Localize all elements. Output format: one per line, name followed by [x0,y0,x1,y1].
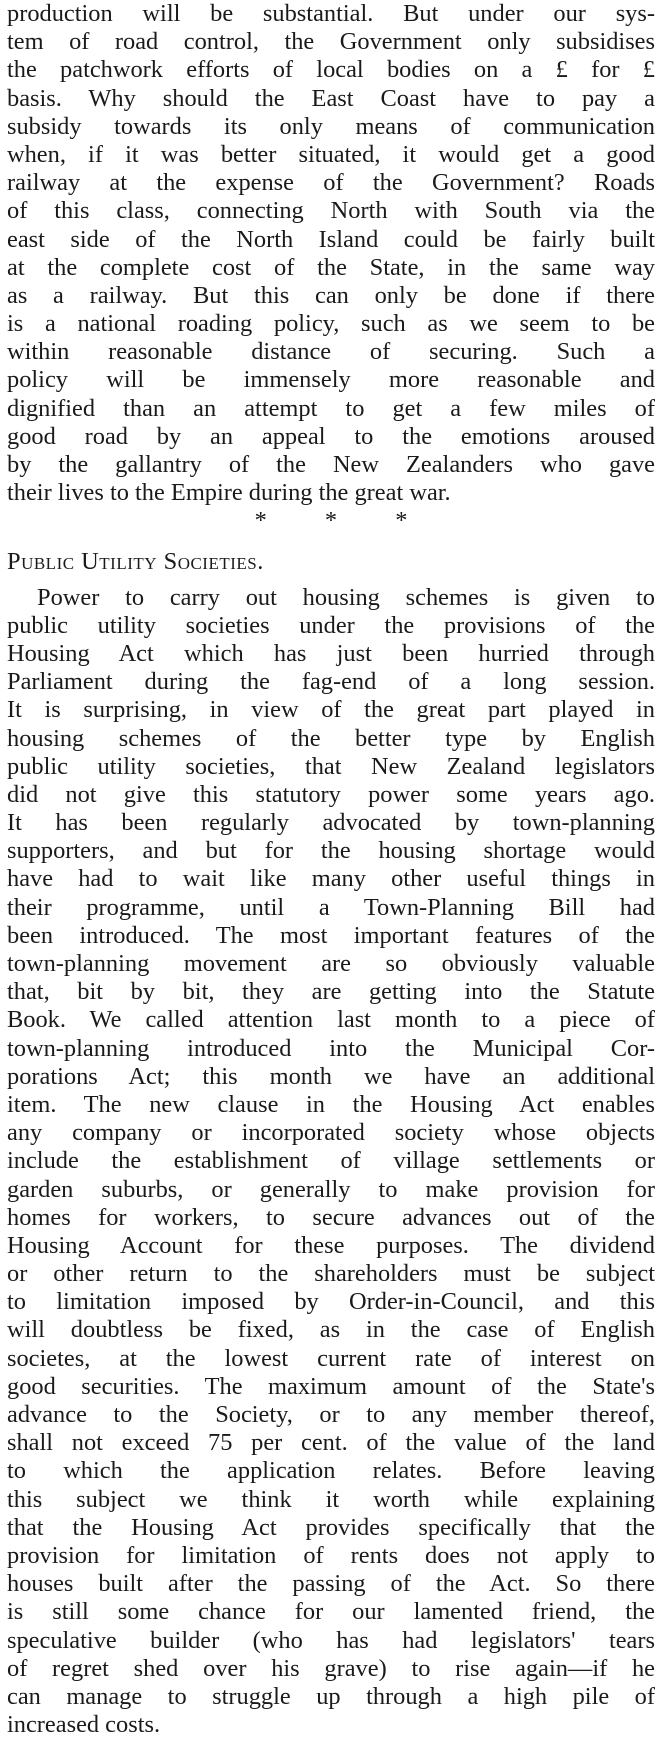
text-line: did not give this statutory power some years ago. [7,780,655,808]
text-line: advance to the Society, or to any member thereof, [7,1401,655,1428]
section-break-asterisk: * [324,507,338,535]
text-line: town-planning introduced into the Municipal Cor- [7,1034,655,1062]
text-line: any company or incorporated society whose objects [7,1119,655,1147]
text-line: the patchwork efforts of local bodies on a £ for £ [7,56,655,84]
text-line: housing schemes of the better type by English [7,724,655,752]
text-line: by the gallantry of the New Zealanders who gave [7,451,655,478]
text-line: It has been regularly advocated by town-planning [7,809,655,837]
text-line: societes, at the lowest current rate of interest on [7,1344,655,1372]
document-page [7,0,655,1739]
text-line: Housing Account for these purposes. The dividend [7,1231,655,1259]
text-line: is still some chance for our lamented friend, the [7,1598,655,1626]
text-line: is a national roading policy, such as we seem to be [7,310,655,338]
text-line: houses built after the passing of the Act. So there [7,1570,655,1598]
text-line: of regret shed over his grave) to rise again—if he [7,1654,655,1682]
text-line: subsidy towards its only means of communication [7,112,655,140]
text-line: public utility societies under the provisions of the [7,611,655,639]
text-line: good road by an appeal to the emotions aroused [7,422,655,450]
text-line: that, bit by bit, they are getting into the Statute [7,978,655,1006]
text-line: production will be substantial. But under our sys- [7,0,655,27]
text-line: increased costs. [7,1711,161,1739]
text-line: their lives to the Empire during the great war. [7,479,451,507]
text-line: or other return to the shareholders must be subject [7,1260,655,1288]
text-line: been introduced. The most important features of the [7,921,655,949]
text-line: Power to carry out housing schemes is given to [37,583,655,611]
text-line: have had to wait like many other useful things in [7,865,655,893]
text-line: that the Housing Act provides specifically that the [7,1513,655,1541]
text-line: within reasonable distance of securing. Such a [7,338,655,366]
section-heading: Public Utility Societies. [7,547,264,575]
text-line: at the complete cost of the State, in the same way [7,253,655,281]
text-line: public utility societies, that New Zealand legislators [7,752,655,780]
text-line: can manage to struggle up through a high pile of [7,1682,655,1710]
text-line: dignified than an attempt to get a few miles of [7,394,655,422]
text-line: provision for limitation of rents does not apply to [7,1541,655,1569]
text-line: homes for workers, to secure advances out of the [7,1203,655,1231]
paragraph-road-policy [7,0,655,507]
text-line: east side of the North Island could be fairly built [7,225,655,253]
text-line: supporters, and but for the housing shortage would [7,837,655,865]
text-line: porations Act; this month we have an additional [7,1062,655,1090]
text-line: Parliament during the fag-end of a long session. [7,668,655,696]
text-line: of this class, connecting North with South via the [7,197,655,225]
paragraph-public-utility-societies [7,584,655,1740]
text-line: town-planning movement are so obviously valuable [7,950,655,977]
text-line: as a railway. But this can only be done if there [7,281,655,309]
text-line: shall not exceed 75 per cent. of the value of the land [7,1429,655,1457]
text-line: railway at the expense of the Government? Roads [7,169,655,197]
text-line: Housing Act which has just been hurried through [7,639,655,667]
section-break-asterisk: * [395,507,408,535]
section-break-asterisk: * [254,507,267,535]
text-line: tem of road control, the Government only subsidises [7,28,655,56]
text-line: Book. We called attention last month to a piece of [7,1006,655,1034]
text-line: when, if it was better situated, it would get a good [7,140,655,168]
text-line: this subject we think it worth while explaining [7,1485,655,1513]
text-line: It is surprising, in view of the great part played in [7,696,655,724]
text-line: include the establishment of village settlements or [7,1147,655,1175]
text-line: item. The new clause in the Housing Act enables [7,1090,655,1118]
text-line: their programme, until a Town-Planning Bill had [7,893,655,921]
text-line: basis. Why should the East Coast have to pay a [7,84,655,112]
text-line: to which the application relates. Before leaving [7,1457,655,1485]
section-break [7,507,655,535]
text-line: policy will be immensely more reasonable and [7,366,655,394]
text-line: will doubtless be fixed, as in the case of English [7,1316,655,1344]
text-line: garden suburbs, or generally to make provision for [7,1175,655,1203]
text-line: good securities. The maximum amount of the State's [7,1372,655,1400]
text-line: speculative builder (who has had legislators' tears [7,1626,655,1654]
text-line: to limitation imposed by Order-in-Council, and this [7,1288,655,1316]
